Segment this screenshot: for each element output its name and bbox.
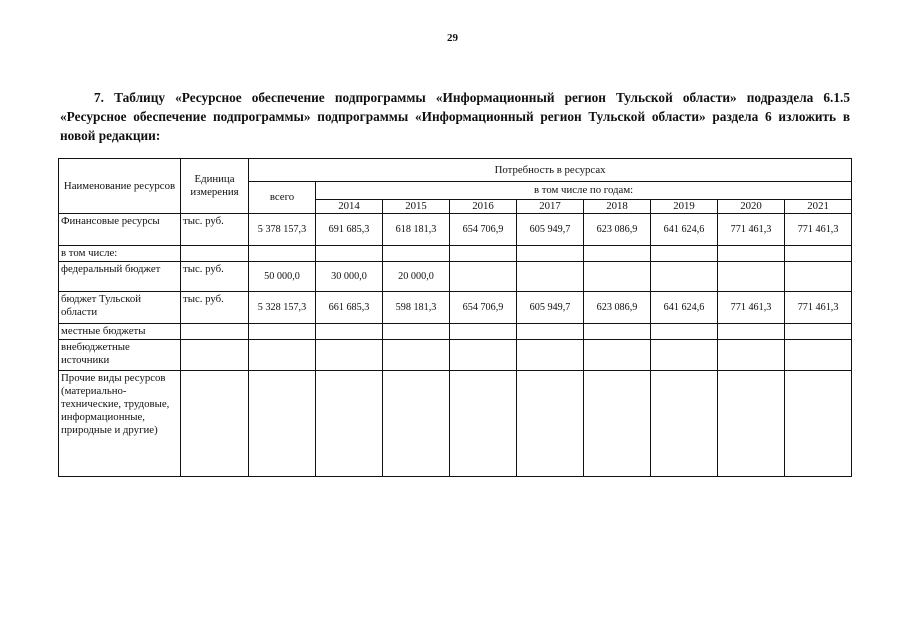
row-unit: тыс. руб. — [181, 292, 249, 324]
row-value: 605 949,7 — [517, 292, 584, 324]
row-value: 20 000,0 — [383, 262, 450, 292]
header-name: Наименование ресурсов — [59, 159, 181, 214]
header-total: всего — [249, 182, 316, 214]
resource-table — [58, 158, 852, 477]
row-name: федеральный бюджет — [59, 262, 181, 292]
row-value: 771 461,3 — [785, 292, 852, 324]
header-year-2017: 2017 — [517, 200, 584, 214]
row-value: 771 461,3 — [718, 292, 785, 324]
row-name: бюджет Тульской области — [59, 292, 181, 324]
row-value — [316, 324, 383, 340]
row-name: Финансовые ресурсы — [59, 214, 181, 246]
row-value — [651, 340, 718, 371]
row-value — [584, 340, 651, 371]
row-unit — [181, 340, 249, 371]
row-total — [249, 324, 316, 340]
row-value — [450, 324, 517, 340]
row-value — [718, 246, 785, 262]
row-unit: тыс. руб. — [181, 262, 249, 292]
row-value: 771 461,3 — [718, 214, 785, 246]
row-total: 5 328 157,3 — [249, 292, 316, 324]
row-value — [785, 262, 852, 292]
row-value — [383, 371, 450, 477]
row-value: 771 461,3 — [785, 214, 852, 246]
table-row — [59, 292, 852, 324]
row-unit: тыс. руб. — [181, 214, 249, 246]
row-value — [651, 324, 718, 340]
table-row — [59, 371, 852, 477]
header-year-2019: 2019 — [651, 200, 718, 214]
row-value — [517, 246, 584, 262]
row-value — [584, 246, 651, 262]
row-value — [584, 262, 651, 292]
row-value — [517, 371, 584, 477]
row-value — [517, 262, 584, 292]
row-value — [651, 246, 718, 262]
row-value — [718, 371, 785, 477]
row-value — [316, 371, 383, 477]
row-value — [718, 324, 785, 340]
row-value: 598 181,3 — [383, 292, 450, 324]
row-value: 623 086,9 — [584, 292, 651, 324]
row-value — [316, 340, 383, 371]
row-value — [450, 371, 517, 477]
row-total — [249, 246, 316, 262]
row-value — [651, 371, 718, 477]
header-by-years: в том числе по годам: — [316, 182, 852, 200]
row-value: 691 685,3 — [316, 214, 383, 246]
table-row — [59, 246, 852, 262]
row-value — [383, 324, 450, 340]
row-value — [450, 246, 517, 262]
row-total — [249, 371, 316, 477]
table-row — [59, 262, 852, 292]
row-unit — [181, 371, 249, 477]
header-year-2016: 2016 — [450, 200, 517, 214]
table-row — [59, 324, 852, 340]
header-year-2015: 2015 — [383, 200, 450, 214]
row-value: 605 949,7 — [517, 214, 584, 246]
row-value: 654 706,9 — [450, 214, 517, 246]
row-value — [584, 324, 651, 340]
header-unit: Единица измерения — [181, 159, 249, 214]
header-year-2020: 2020 — [718, 200, 785, 214]
row-value — [718, 340, 785, 371]
row-value — [517, 340, 584, 371]
header-needs: Потребность в ресурсах — [249, 159, 852, 182]
table-row — [59, 214, 852, 246]
row-value — [316, 246, 383, 262]
page-number: 29 — [447, 32, 458, 44]
row-name: Прочие виды ресурсов (материально-технические, трудовые, информационные, природные и другие) — [59, 371, 181, 477]
row-value — [785, 371, 852, 477]
row-value: 623 086,9 — [584, 214, 651, 246]
row-unit — [181, 324, 249, 340]
header-year-2018: 2018 — [584, 200, 651, 214]
row-value: 641 624,6 — [651, 292, 718, 324]
row-value: 654 706,9 — [450, 292, 517, 324]
row-total: 5 378 157,3 — [249, 214, 316, 246]
header-year-2014: 2014 — [316, 200, 383, 214]
row-value: 661 685,3 — [316, 292, 383, 324]
table-row — [59, 340, 852, 371]
row-total: 50 000,0 — [249, 262, 316, 292]
row-value — [651, 262, 718, 292]
row-value: 641 624,6 — [651, 214, 718, 246]
row-value — [785, 324, 852, 340]
row-unit — [181, 246, 249, 262]
header-year-2021: 2021 — [785, 200, 852, 214]
row-value — [785, 340, 852, 371]
row-value — [383, 246, 450, 262]
row-value — [450, 340, 517, 371]
row-value — [517, 324, 584, 340]
row-value — [718, 262, 785, 292]
row-value — [584, 371, 651, 477]
row-value: 30 000,0 — [316, 262, 383, 292]
intro-paragraph: 7. Таблицу «Ресурсное обеспечение подпрограммы «Информационный регион Тульской области» подраздела 6.1.5 «Ресурсное обеспечение подпрограммы» подпрограммы «Информационный регион Тульской области» раздела 6 изложить в новой редакции: — [60, 90, 850, 143]
row-value — [383, 340, 450, 371]
row-value: 618 181,3 — [383, 214, 450, 246]
row-name: в том числе: — [59, 246, 181, 262]
row-name: местные бюджеты — [59, 324, 181, 340]
row-value — [785, 246, 852, 262]
row-name: внебюджетные источники — [59, 340, 181, 371]
row-total — [249, 340, 316, 371]
row-value — [450, 262, 517, 292]
